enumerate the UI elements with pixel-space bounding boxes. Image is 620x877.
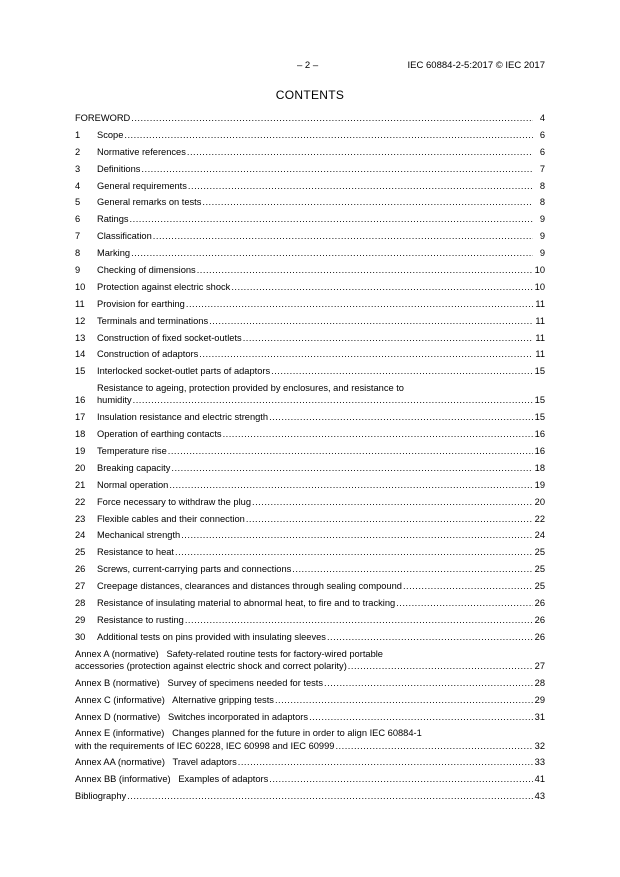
toc-entry[interactable] <box>75 677 545 689</box>
toc-page-number: 15 <box>534 366 545 377</box>
toc-page-number: 27 <box>534 660 545 671</box>
toc-page-number: 26 <box>534 614 545 625</box>
dot-leader <box>153 230 533 242</box>
toc-entry[interactable] <box>75 129 545 141</box>
toc-entry-number: 25 <box>75 547 86 558</box>
dot-leader <box>271 365 533 377</box>
toc-page-number: 8 <box>539 180 545 191</box>
toc-entry-number: 20 <box>75 462 86 473</box>
toc-entry-number: 11 <box>75 298 85 309</box>
toc-page-number: 29 <box>534 694 545 705</box>
toc-entry-number: 3 <box>75 163 81 174</box>
toc-page-number: 16 <box>534 446 545 457</box>
dot-leader <box>292 563 533 575</box>
toc-entry-title: Annex A (normative) Safety-related routine tests for factory-wired portable <box>75 648 383 659</box>
dot-leader <box>269 411 533 423</box>
toc-page-number: 4 <box>539 113 545 123</box>
toc-entry[interactable] <box>75 428 545 440</box>
dot-leader <box>324 677 533 689</box>
toc-entry-title: Interlocked socket-outlet parts of adaptors <box>97 366 271 377</box>
toc-entry-title: Terminals and terminations <box>97 315 209 326</box>
toc-entry[interactable] <box>75 348 545 360</box>
dot-leader <box>181 529 533 541</box>
toc-entry-title: Temperature rise <box>97 446 167 457</box>
toc-entry-title: Resistance to ageing, protection provided by enclosures, and resistance to <box>97 383 404 394</box>
toc-entry-number: 17 <box>75 412 86 423</box>
toc-page-number: 7 <box>539 163 545 174</box>
toc-page-number: 25 <box>534 547 545 558</box>
toc-entry-title: Checking of dimensions <box>97 265 196 276</box>
toc-entry[interactable] <box>75 563 545 575</box>
toc-entry-number: 26 <box>75 564 86 575</box>
toc-entry[interactable] <box>75 281 545 293</box>
toc-entry-number: 24 <box>75 530 86 541</box>
toc-entry[interactable] <box>75 411 545 423</box>
toc-entry-number: 12 <box>75 315 86 326</box>
toc-entry-title: Normative references <box>97 146 186 157</box>
dot-leader <box>209 315 533 327</box>
toc-page-number: 10 <box>534 265 545 276</box>
toc-entry[interactable] <box>75 513 545 525</box>
toc-entry[interactable] <box>75 790 545 802</box>
toc-entry[interactable] <box>75 264 545 276</box>
toc-entry[interactable] <box>75 365 545 377</box>
dot-leader <box>238 756 533 768</box>
dot-leader <box>243 332 533 344</box>
toc-entry-number: 6 <box>75 214 81 225</box>
toc-entry-title: Insulation resistance and electric strength <box>97 412 269 423</box>
toc-entry[interactable] <box>75 580 545 592</box>
toc-entry[interactable] <box>75 648 545 672</box>
toc-entry-title: General requirements <box>97 180 187 191</box>
toc-page-number: 31 <box>534 711 545 722</box>
table-of-contents <box>75 112 545 807</box>
toc-page-number: 11 <box>535 332 545 343</box>
toc-entry[interactable] <box>75 332 545 344</box>
toc-entry[interactable] <box>75 773 545 785</box>
dot-leader <box>269 773 533 785</box>
dot-leader <box>335 740 533 752</box>
toc-entry[interactable] <box>75 247 545 259</box>
toc-entry[interactable] <box>75 230 545 242</box>
toc-entry-title: Flexible cables and their connection <box>97 513 245 524</box>
toc-page-number: 9 <box>539 248 545 259</box>
dot-leader <box>309 711 533 723</box>
toc-entry-number: 4 <box>75 180 81 191</box>
document-id: IEC 60884-2-5:2017 © IEC 2017 <box>407 60 545 71</box>
toc-entry-title: Annex AA (normative) Travel adaptors <box>75 757 237 768</box>
toc-page-number: 26 <box>534 598 545 609</box>
toc-entry-title: with the requirements of IEC 60228, IEC 60998 and IEC 60999 <box>75 740 335 751</box>
toc-entry-title: Screws, current-carrying parts and connections <box>97 564 292 575</box>
toc-page-number: 15 <box>534 412 545 423</box>
toc-entry-number: 16 <box>75 395 86 406</box>
toc-page-number: 10 <box>534 281 545 292</box>
toc-entry-title: Bibliography <box>75 791 127 802</box>
toc-entry-number: 29 <box>75 614 86 625</box>
toc-entry[interactable] <box>75 163 545 175</box>
toc-entry-title: Normal operation <box>97 479 169 490</box>
toc-entry-title: Force necessary to withdraw the plug <box>97 496 251 507</box>
toc-entry[interactable] <box>75 180 545 192</box>
toc-entry-title: Breaking capacity <box>97 462 171 473</box>
toc-entry[interactable] <box>75 462 545 474</box>
dot-leader <box>171 462 533 474</box>
toc-page-number: 22 <box>534 513 545 524</box>
toc-entry-title: Definitions <box>97 163 141 174</box>
page-number: – 2 – <box>297 60 319 71</box>
dot-leader <box>396 597 533 609</box>
toc-entry-number: 2 <box>75 146 81 157</box>
dot-leader <box>199 348 533 360</box>
dot-leader <box>185 614 533 626</box>
toc-page-number: 28 <box>534 677 545 688</box>
toc-entry-number: 10 <box>75 281 86 292</box>
toc-entry-title: Construction of adaptors <box>97 349 199 360</box>
toc-entry-number: 18 <box>75 429 86 440</box>
toc-entry[interactable] <box>75 529 545 541</box>
dot-leader <box>175 546 533 558</box>
dot-leader <box>223 428 533 440</box>
toc-page-number: 16 <box>534 429 545 440</box>
toc-entry-title: FOREWORD <box>75 113 131 123</box>
toc-entry-title: Annex D (normative) Switches incorporated in adaptors <box>75 711 309 722</box>
toc-entry-number: 22 <box>75 496 86 507</box>
toc-entry-number: 30 <box>75 631 86 642</box>
toc-entry-title: Mechanical strength <box>97 530 181 541</box>
dot-leader <box>348 660 533 672</box>
toc-entry-title: Annex B (normative) Survey of specimens needed for tests <box>75 677 324 688</box>
toc-entry[interactable] <box>75 496 545 508</box>
toc-entry[interactable] <box>75 597 545 609</box>
dot-leader <box>246 513 533 525</box>
toc-entry[interactable] <box>75 614 545 626</box>
toc-page-number: 32 <box>534 740 545 751</box>
toc-entry-number: 28 <box>75 598 86 609</box>
toc-entry-number: 21 <box>75 479 86 490</box>
toc-entry-title: Additional tests on pins provided with insulating sleeves <box>97 631 326 642</box>
toc-page-number: 25 <box>534 581 545 592</box>
toc-page-number: 18 <box>534 462 545 473</box>
dot-leader <box>131 247 533 259</box>
toc-entry[interactable] <box>75 315 545 327</box>
dot-leader <box>168 445 533 457</box>
toc-entry-title: Ratings <box>97 214 129 225</box>
dot-leader <box>133 394 533 406</box>
dot-leader <box>188 180 533 192</box>
toc-page-number: 11 <box>535 349 545 360</box>
toc-page-number: 43 <box>534 791 545 802</box>
toc-entry[interactable] <box>75 479 545 491</box>
toc-entry[interactable] <box>75 445 545 457</box>
toc-entry-title: Resistance of insulating material to abnormal heat, to fire and to tracking <box>97 598 396 609</box>
toc-entry-number: 23 <box>75 513 86 524</box>
toc-entry[interactable] <box>75 213 545 225</box>
toc-entry-number: 13 <box>75 332 86 343</box>
dot-leader <box>130 213 533 225</box>
dot-leader <box>127 790 533 802</box>
toc-page-number: 11 <box>535 315 545 326</box>
toc-page-number: 19 <box>534 479 545 490</box>
toc-page-number: 20 <box>534 496 545 507</box>
toc-entry[interactable] <box>75 694 545 706</box>
toc-entry-title: Operation of earthing contacts <box>97 429 222 440</box>
toc-page-number: 6 <box>539 129 545 140</box>
toc-entry-title: Marking <box>97 248 131 259</box>
toc-entry-title: humidity <box>97 395 132 406</box>
toc-entry-number: 7 <box>75 231 81 242</box>
toc-entry[interactable] <box>75 546 545 558</box>
toc-entry-title: Protection against electric shock <box>97 281 231 292</box>
toc-entry-title: General remarks on tests <box>97 197 202 208</box>
toc-entry-title: Construction of fixed socket-outlets <box>97 332 242 343</box>
dot-leader <box>197 264 533 276</box>
toc-entry[interactable] <box>75 298 545 310</box>
dot-leader <box>231 281 533 293</box>
toc-page-number: 25 <box>534 564 545 575</box>
toc-entry-title: Annex E (informative) Changes planned for the future in order to align IEC 60884-1 <box>75 728 422 739</box>
toc-entry-title: Scope <box>97 129 124 140</box>
toc-page-number: 9 <box>539 231 545 242</box>
toc-entry-title: Creepage distances, clearances and distances through sealing compound <box>97 581 402 592</box>
dot-leader <box>403 580 533 592</box>
dot-leader <box>186 298 533 310</box>
toc-page-number: 41 <box>534 774 545 785</box>
toc-entry-title: Annex BB (informative) Examples of adaptors <box>75 774 269 785</box>
toc-entry[interactable] <box>75 631 545 643</box>
dot-leader <box>131 112 533 124</box>
toc-entry-title: Classification <box>97 231 152 242</box>
toc-page-number: 9 <box>539 214 545 225</box>
dot-leader <box>169 479 533 491</box>
toc-page-number: 15 <box>534 395 545 406</box>
dot-leader <box>202 196 533 208</box>
toc-page-number: 24 <box>534 530 545 541</box>
toc-page-number: 33 <box>534 757 545 768</box>
toc-entry[interactable] <box>75 196 545 208</box>
toc-entry-number: 8 <box>75 248 81 259</box>
toc-page-number: 6 <box>539 146 545 157</box>
toc-page-number: 11 <box>535 298 545 309</box>
toc-entry-title: Resistance to heat <box>97 547 175 558</box>
toc-entry-number: 5 <box>75 197 81 208</box>
toc-entry-number: 27 <box>75 581 86 592</box>
toc-entry[interactable] <box>75 146 545 158</box>
page-title: CONTENTS <box>275 88 345 102</box>
dot-leader <box>252 496 533 508</box>
toc-page-number: 26 <box>534 631 545 642</box>
dot-leader <box>124 129 533 141</box>
dot-leader <box>327 631 533 643</box>
toc-entry-number: 14 <box>75 349 86 360</box>
toc-entry-title: accessories (protection against electric shock and correct polarity) <box>75 660 347 671</box>
toc-entry-number: 19 <box>75 446 86 457</box>
toc-entry-title: Resistance to rusting <box>97 614 184 625</box>
dot-leader <box>275 694 533 706</box>
toc-entry[interactable] <box>75 711 545 723</box>
toc-entry-number: 15 <box>75 366 86 377</box>
toc-entry-title: Annex C (informative) Alternative gripping tests <box>75 694 274 705</box>
toc-entry-number: 9 <box>75 265 81 276</box>
dot-leader <box>141 163 533 175</box>
toc-entry[interactable] <box>75 382 545 406</box>
toc-entry[interactable] <box>75 727 545 751</box>
dot-leader <box>187 146 533 158</box>
toc-page-number: 8 <box>539 197 545 208</box>
toc-entry-number: 1 <box>75 129 81 140</box>
toc-entry[interactable] <box>75 112 545 124</box>
toc-entry-title: Provision for earthing <box>97 298 185 309</box>
toc-entry[interactable] <box>75 756 545 768</box>
